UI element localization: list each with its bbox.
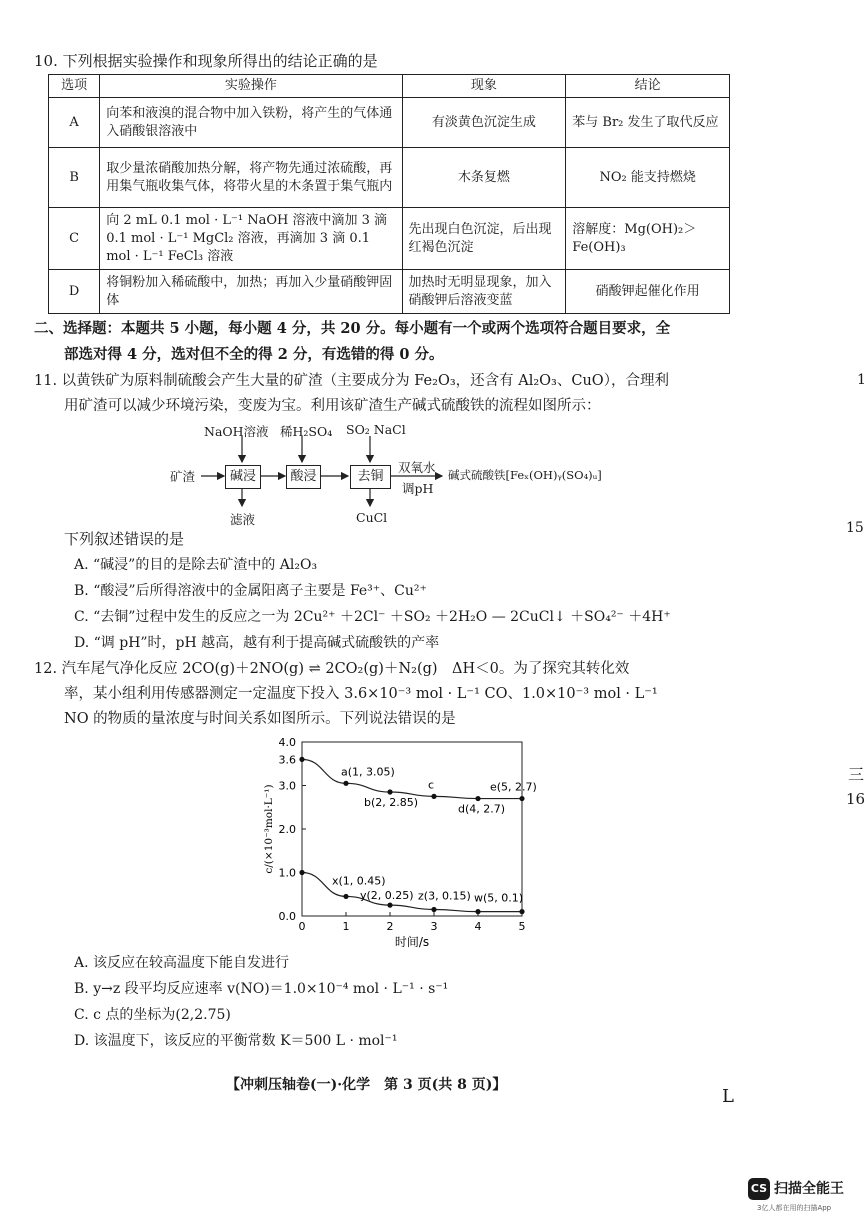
x-axis-label: 时间/s	[394, 935, 430, 949]
table-row	[49, 148, 730, 208]
margin-letter: L	[722, 1086, 734, 1107]
q12-option-a: A. 该反应在较高温度下能自发进行	[74, 955, 290, 971]
flow-start: 矿渣	[170, 469, 196, 484]
scanner-subtitle: 3亿人都在用的扫描App	[757, 1204, 832, 1212]
y-mark-label: 3.6	[278, 753, 296, 767]
x-tick-label: 5	[518, 920, 526, 933]
point-label: a(1, 3.05)	[341, 765, 395, 779]
x-tick-label: 4	[474, 920, 482, 933]
row-option: C	[49, 208, 100, 270]
q12-line3: NO 的物质的量浓度与时间关系如图所示。下列说法错误的是	[64, 711, 456, 727]
row-option: A	[49, 98, 100, 148]
scanner-title: 扫描全能王	[774, 1181, 844, 1197]
q11-option-c: C. “去铜”过程中发生的反应之一为 2Cu²⁺ ＋2Cl⁻ ＋SO₂ ＋2H₂O — 2CuCl↓ ＋SO₄²⁻ ＋4H⁺	[74, 609, 671, 625]
reagent-h2so4: 稀H₂SO₄	[280, 424, 333, 439]
data-point	[431, 907, 436, 912]
header-conclusion: 结论	[566, 75, 730, 98]
row-phenomenon: 加热时无明显现象，加入硝酸钾后溶液变蓝	[402, 270, 566, 314]
point-label: e(5, 2.7)	[490, 780, 537, 794]
row-phenomenon: 有淡黄色沉淀生成	[402, 98, 566, 148]
y-tick-label: 4.0	[278, 736, 296, 749]
data-point	[343, 781, 348, 786]
row-conclusion: NO₂ 能支持燃烧	[566, 148, 730, 208]
y-tick-label: 1.0	[278, 866, 296, 880]
margin-text: 15	[846, 520, 864, 536]
q12-line2: 率，某小组利用传感器测定一定温度下投入 3.6×10⁻³ mol · L⁻¹ CO、1.0×10⁻³ mol · L⁻¹	[64, 686, 658, 702]
output-filtrate: 滤液	[230, 512, 256, 527]
box-acid-leach: 酸浸	[286, 465, 321, 489]
margin-text: 16	[846, 790, 866, 808]
q11-option-a: A. “碱浸”的目的是除去矿渣中的 Al₂O₃	[74, 557, 318, 573]
q11-line2: 用矿渣可以减少环境污染，变废为宝。利用该矿渣生产碱式硫酸铁的流程如图所示：	[64, 398, 601, 414]
section2-line1: 二、选择题：本题共 5 小题，每小题 4 分，共 20 分。每小题有一个或两个选项符合题目要求，全	[34, 320, 671, 337]
data-point	[519, 909, 524, 914]
data-point	[343, 894, 348, 899]
q11-flowchart	[170, 420, 602, 530]
q11-option-d: D. “调 pH”时，pH 越高，越有利于提高碱式硫酸铁的产率	[74, 635, 440, 651]
scanner-logo: CS	[748, 1178, 770, 1200]
q11-question: 下列叙述错误的是	[64, 530, 185, 548]
q10-stem: 10. 下列根据实验操作和现象所得出的结论正确的是	[34, 52, 378, 70]
row-operation: 将铜粉加入稀硫酸中，加热；再加入少量硝酸钾固体	[100, 270, 402, 314]
table-row	[49, 98, 730, 148]
reagent-so2-nacl: SO₂ NaCl	[346, 422, 406, 437]
table-header-row	[49, 75, 730, 98]
q11-line1: 11. 以黄铁矿为原料制硫酸会产生大量的矿渣（主要成分为 Fe₂O₃，还含有 Al₂O₃、CuO），合理利	[34, 373, 669, 389]
q12-option-c: C. c 点的坐标为(2,2.75)	[74, 1007, 231, 1023]
q10-table	[48, 74, 730, 314]
row-phenomenon: 先出现白色沉淀，后出现红褐色沉淀	[402, 208, 566, 270]
point-label: b(2, 2.85)	[364, 796, 419, 810]
row-phenomenon: 木条复燃	[402, 148, 566, 208]
point-label: w(5, 0.1)	[474, 891, 524, 905]
row-operation: 向 2 mL 0.1 mol · L⁻¹ NaOH 溶液中滴加 3 滴 0.1 mol · L⁻¹ MgCl₂ 溶液，再滴加 3 滴 0.1 mol · L⁻¹ FeCl₃ 溶液	[100, 208, 402, 270]
q12-option-b: B. y→z 段平均反应速率 v(NO)＝1.0×10⁻⁴ mol · L⁻¹ · s⁻¹	[74, 981, 449, 997]
q12-option-d: D. 该温度下，该反应的平衡常数 K＝500 L · mol⁻¹	[74, 1033, 398, 1049]
table-row	[49, 270, 730, 314]
arrow-label-h2o2: 双氧水	[398, 460, 436, 475]
x-tick-label: 2	[386, 920, 394, 933]
x-tick-label: 0	[298, 920, 306, 933]
row-operation: 向苯和液溴的混合物中加入铁粉，将产生的气体通入硝酸银溶液中	[100, 98, 402, 148]
y-tick-label: 2.0	[278, 823, 296, 836]
row-conclusion: 硝酸钾起催化作用	[566, 270, 730, 314]
q12-line1: 12. 汽车尾气净化反应 2CO(g)＋2NO(g) ⇌ 2CO₂(g)＋N₂(g) ΔH＜0。为了探究其转化效	[34, 661, 630, 677]
x-tick-label: 3	[430, 920, 438, 933]
section2-line2: 部选对得 4 分，选对但不全的得 2 分，有选错的得 0 分。	[64, 346, 444, 363]
table-row	[49, 208, 730, 270]
data-point	[387, 903, 392, 908]
row-conclusion: 苯与 Br₂ 发生了取代反应	[566, 98, 730, 148]
x-tick-label: 1	[342, 920, 350, 933]
header-option: 选项	[49, 75, 100, 98]
arrow-label-ph: 调pH	[402, 481, 434, 496]
point-label: y(2, 0.25)	[360, 889, 414, 903]
q11-option-b: B. “酸浸”后所得溶液中的金属阳离子主要是 Fe³⁺、Cu²⁺	[74, 583, 427, 599]
point-label: d(4, 2.7)	[458, 802, 506, 816]
row-conclusion: 溶解度：Mg(OH)₂＞Fe(OH)₃	[566, 208, 730, 270]
row-option: B	[49, 148, 100, 208]
point-label: c	[428, 778, 435, 792]
point-label: z(3, 0.15)	[418, 889, 471, 903]
margin-text: 1	[857, 372, 866, 388]
y-tick-label: 3.0	[278, 779, 296, 793]
box-alkali-leach: 碱浸	[225, 465, 261, 489]
y-tick-label: 0.0	[278, 910, 296, 923]
concentration-time-chart	[260, 730, 540, 950]
reagent-naoh: NaOH溶液	[204, 424, 269, 439]
data-point	[519, 796, 524, 801]
point-label: x(1, 0.45)	[332, 874, 386, 888]
data-point	[475, 909, 480, 914]
data-point	[475, 796, 480, 801]
flow-product: 碱式硫酸铁[Feₓ(OH)ᵧ(SO₄)ᵤ]	[448, 468, 602, 482]
data-point	[299, 757, 304, 762]
output-cucl: CuCl	[356, 510, 388, 525]
series-line-0	[302, 759, 522, 798]
row-operation: 取少量浓硝酸加热分解，将产物先通过浓硫酸，再用集气瓶收集气体，将带火星的木条置于集气瓶内	[100, 148, 402, 208]
page-footer: 【冲刺压轴卷(一)·化学 第 3 页(共 8 页)】	[226, 1077, 507, 1093]
box-remove-copper: 去铜	[350, 465, 391, 489]
y-axis-label: c/(×10⁻³mol·L⁻¹)	[263, 784, 275, 874]
data-point	[387, 789, 392, 794]
header-operation: 实验操作	[100, 75, 402, 98]
data-point	[431, 794, 436, 799]
row-option: D	[49, 270, 100, 314]
header-phenomenon: 现象	[402, 75, 566, 98]
margin-text: 三	[848, 765, 865, 784]
data-point	[299, 870, 304, 875]
